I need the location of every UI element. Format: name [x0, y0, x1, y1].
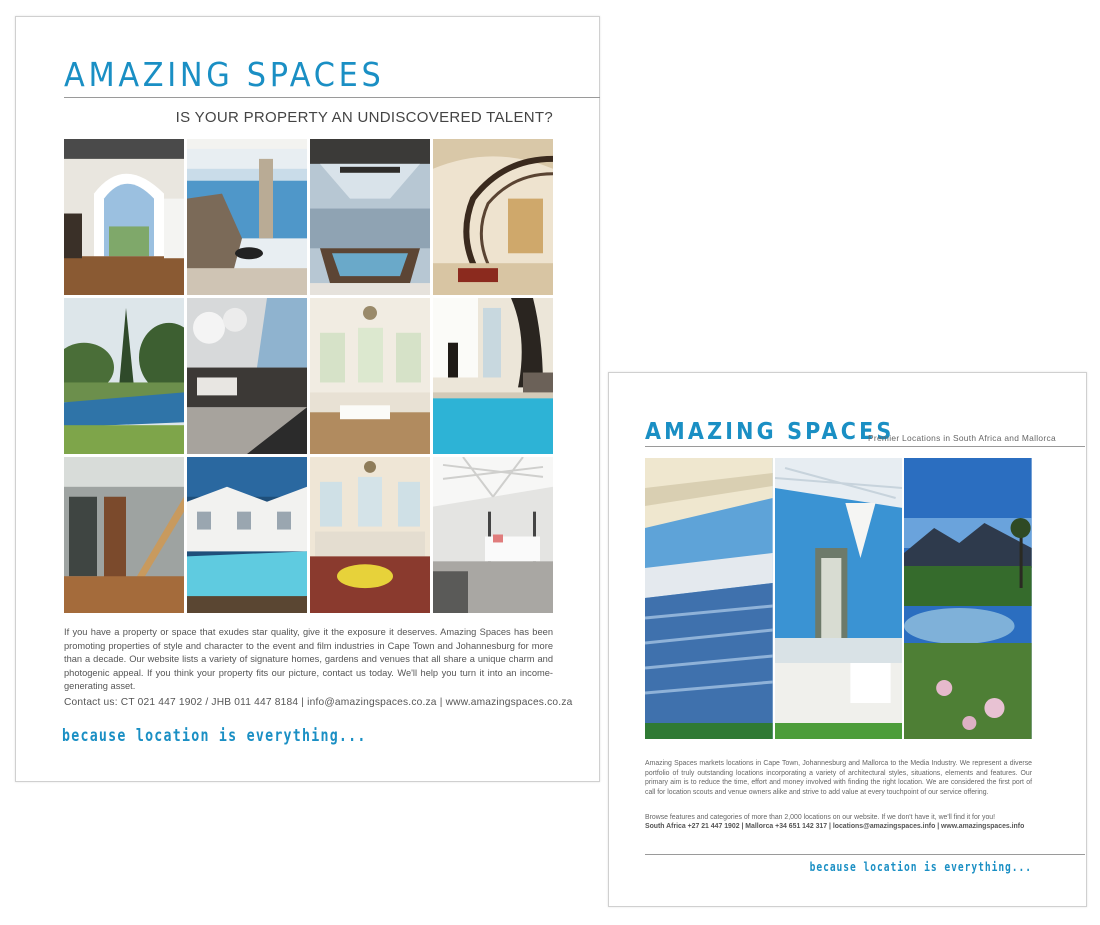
loft-bedroom-photo: [433, 457, 553, 613]
brand-logo: AMAZING SPACES: [645, 419, 895, 445]
advert-large: [15, 16, 600, 782]
villa-pool-photo: [187, 457, 307, 613]
spiral-staircase-photo: [433, 139, 553, 295]
living-room-photo: [310, 457, 430, 613]
tagline: IS YOUR PROPERTY AN UNDISCOVERED TALENT?: [175, 109, 553, 126]
photo-strip: [645, 458, 1032, 739]
header-rule: [64, 97, 600, 98]
stadium-photo: [645, 458, 773, 739]
entrance-hall-photo: [64, 139, 184, 295]
footer-rule: [645, 854, 1085, 855]
slogan: because location is everything...: [62, 726, 367, 746]
skylight-pool-photo: [310, 139, 430, 295]
slogan: because location is everything...: [809, 860, 1032, 874]
cliff-view-photo: [187, 139, 307, 295]
browse-line: Browse features and categories of more than 2,000 locations on our website. If we don't have it, we'll find it for you!: [645, 814, 996, 821]
advert-small: [608, 372, 1087, 907]
body-text: Amazing Spaces markets locations in Cape Town, Johannesburg and Mallorca to the Media Industry. We represent a diverse portfolio of truly outstanding locations incorporating a variety of architectural styles, situations, elements and features. Our primary aim is to reduce the time, effort and money involved with finding the right location. We are considered the first port of call for location scouts and venue owners alike and strive to add value at every touchpoint of our service offering.: [645, 760, 1032, 796]
header-rule: [645, 446, 1085, 447]
bay-window-room-photo: [310, 298, 430, 454]
contact-line: Contact us: CT 021 447 1902 / JHB 011 447 8184 | info@amazingspaces.co.za | www.amazingspaces.co.za: [64, 697, 573, 708]
glass-stair-photo: [64, 457, 184, 613]
modern-lounge-photo: [187, 298, 307, 454]
body-text: If you have a property or space that exudes star quality, give it the exposure it deserves. Amazing Spaces has been promoting properties of style and character to the event and film industries in Cape Town and Johannesburg for more than a decade. Our website lists a variety of signature homes, gardens and venues that all share a unique charm and photogenic appeal. If you think your property fits our picture, contact us today. We'll help you turn it into an income-generating asset.: [64, 627, 553, 692]
vineyard-lake-photo: [904, 458, 1032, 739]
white-terrace-photo: [775, 458, 903, 739]
garden-pool-photo: [64, 298, 184, 454]
indoor-pool-photo: [433, 298, 553, 454]
brand-logo: AMAZING SPACES: [64, 55, 385, 94]
photo-grid: [64, 139, 553, 613]
contact-line: South Africa +27 21 447 1902 | Mallorca +34 651 142 317 | locations@amazingspaces.info | www.amazingspaces.info: [645, 823, 1025, 830]
subtitle: Premier Locations in South Africa and Mallorca: [868, 433, 1056, 443]
